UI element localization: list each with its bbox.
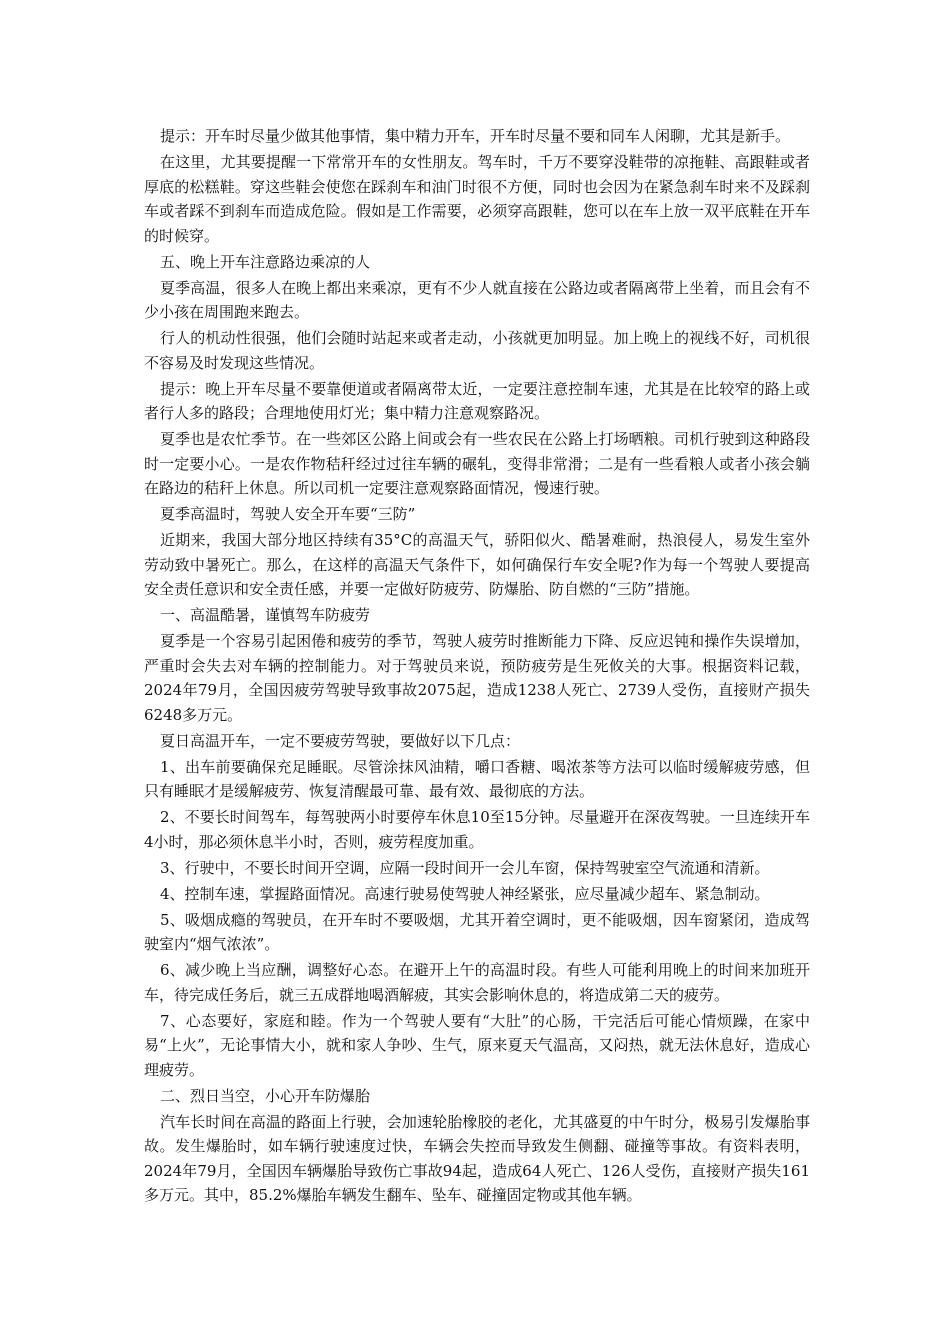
document-body: [144, 124, 810, 1209]
paragraph: 夏季高温，很多人在晚上都出来乘凉，更有不少人就直接在公路边或者隔离带上坐着，而且会有不少小孩在周围跑来跑去。: [144, 278, 810, 321]
paragraph: 行人的机动性很强，他们会随时站起来或者走动，小孩就更加明显。加上晚上的视线不好，司机很不容易及时发现这些情况。: [144, 329, 810, 372]
list-item: 2、不要长时间驾车，每驾驶两小时要停车休息10至15分钟。尽量避开在深夜驾驶。一旦连续开车4小时，那必须休息半小时，否则，疲劳程度加重。: [144, 808, 810, 851]
paragraph: 夏季是一个容易引起困倦和疲劳的季节，驾驶人疲劳时推断能力下降、反应迟钝和操作失误增加，严重时会失去对车辆的控制能力。对于驾驶员来说，预防疲劳是生死攸关的大事。根据资料记载，2024年79月，全国因疲劳驾驶导致事故2075起，造成1238人死亡、2739人受伤，直接财产损失6248多万元。: [144, 632, 810, 724]
paragraph: 夏季也是农忙季节。在一些郊区公路上间或会有一些农民在公路上打场晒粮。司机行驶到这种路段时一定要小心。一是农作物秸秆经过过往车辆的碾轧，变得非常滑；二是有一些看粮人或者小孩会躺在路边的秸秆上休息。所以司机一定要注意观察路面情况，慢速行驶。: [144, 430, 810, 497]
paragraph: 汽车长时间在高温的路面上行驶，会加速轮胎橡胶的老化，尤其盛夏的中午时分，极易引发爆胎事故。发生爆胎时，如车辆行驶速度过快，车辆会失控而导致发生侧翻、碰撞等事故。有资料表明，2024年79月，全国因车辆爆胎导致伤亡事故94起，造成64人死亡、126人受伤，直接财产损失161多万元。其中，85.2%爆胎车辆发生翻车、坠车、碰撞固定物或其他车辆。: [144, 1112, 810, 1204]
section-heading: 五、晚上开车注意路边乘凉的人: [160, 252, 371, 271]
list-item: 7、心态要好，家庭和睦。作为一个驾驶人要有“大肚”的心肠，干完活后可能心情烦躁，在家中易“上火”，无论事情大小，就和家人争吵、生气，原来夏天气温高，又闷热，就无法休息好，造成心理疲劳。: [144, 1011, 810, 1079]
list-item: 5、吸烟成瘾的驾驶员，在开车时不要吸烟，尤其开着空调时，更不能吸烟，因车窗紧闭，造成驾驶室内“烟气浓浓”。: [144, 910, 810, 953]
list-item: 1、出车前要确保充足睡眠。尽管涂抹风油精，嚼口香糖、喝浓茶等方法可以临时缓解疲劳感，但只有睡眠才是缓解疲劳、恢复清醒最可靠、最有效、最彻底的方法。: [144, 757, 810, 800]
section-heading: 一、高温酷暑，谨慎驾车防疲劳: [160, 606, 371, 624]
paragraph: 提示：晚上开车尽量不要靠便道或者隔离带太近，一定要注意控制车速，尤其是在比较窄的路上或者行人多的路段；合理地使用灯光；集中精力注意观察路况。: [144, 379, 810, 422]
section-heading: 二、烈日当空，小心开车防爆胎: [160, 1086, 371, 1105]
paragraph: 在这里，尤其要提醒一下常常开车的女性朋友。驾车时，千万不要穿没鞋带的凉拖鞋、高跟鞋或者厚底的松糕鞋。穿这些鞋会使您在踩刹车和油门时很不方便，同时也会因为在紧急刹车时来不及踩刹车或者踩不到刹车而造成危险。假如是工作需要，必须穿高跟鞋，您可以在车上放一双平底鞋在开车的时候穿。: [144, 153, 810, 245]
paragraph: 夏日高温开车，一定不要疲劳驾驶，要做好以下几点：: [160, 731, 521, 750]
list-item: 4、控制车速，掌握路面情况。高速行驶易使驾驶人神经紧张，应尽量减少超车、紧急制动。: [160, 884, 770, 903]
section-heading: 夏季高温时，驾驶人安全开车要“三防”: [160, 505, 416, 523]
list-item: 3、行驶中，不要长时间开空调，应隔一段时间开一会儿车窗，保持驾驶室空气流通和清新。: [160, 858, 770, 877]
paragraph: 近期来，我国大部分地区持续有35°C的高温天气，骄阳似火、酷暑难耐，热浪侵人，易发生室外劳动致中暑死亡。那么，在这样的高温天气条件下，如何确保行车安全呢?作为每一个驾驶人要提高安全责任意识和安全责任感，并要一定做好防疲劳、防爆胎、防自燃的“三防”措施。: [144, 531, 810, 598]
list-item: 6、减少晚上当应酬，调整好心态。在避开上午的高温时段。有些人可能利用晚上的时间来加班开车，待完成任务后，就三五成群地喝酒解疲，其实会影响休息的，将造成第二天的疲劳。: [144, 961, 810, 1004]
paragraph: 提示：开车时尽量少做其他事情，集中精力开车，开车时尽量不要和同车人闲聊，尤其是新手。: [160, 127, 791, 145]
